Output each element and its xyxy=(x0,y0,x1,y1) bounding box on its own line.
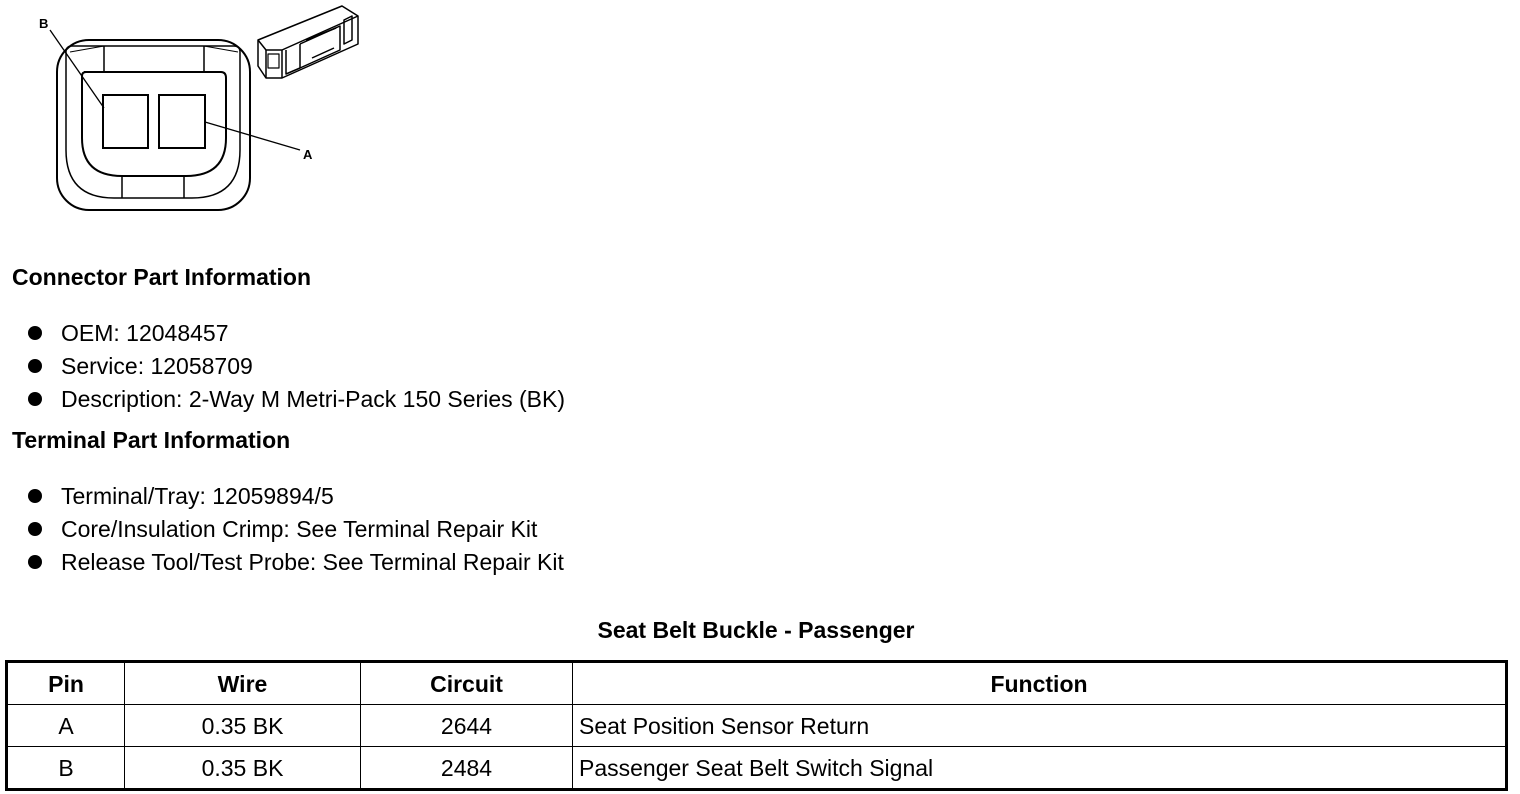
list-item xyxy=(28,316,565,349)
cell-pin: A xyxy=(7,705,125,747)
connector-iso-view xyxy=(258,6,358,78)
cell-function: Passenger Seat Belt Switch Signal xyxy=(573,747,1507,790)
bullet-icon xyxy=(28,392,42,406)
list-item xyxy=(28,545,564,578)
cell-circuit: 2644 xyxy=(361,705,573,747)
callout-label-a: A xyxy=(303,147,313,162)
connector-description: Description: 2-Way M Metri-Pack 150 Series (BK) xyxy=(61,385,566,412)
bullet-icon xyxy=(28,326,42,340)
table-row xyxy=(7,705,1507,747)
list-item xyxy=(28,349,565,382)
table-header-row xyxy=(7,662,1507,705)
list-item xyxy=(28,382,565,415)
header-wire: Wire xyxy=(125,662,361,705)
cell-pin: B xyxy=(7,747,125,790)
header-pin: Pin xyxy=(7,662,125,705)
cell-function: Seat Position Sensor Return xyxy=(573,705,1507,747)
connector-info-heading: Connector Part Information xyxy=(12,264,312,290)
cell-wire: 0.35 BK xyxy=(125,705,361,747)
terminal-release-tool: Release Tool/Test Probe: See Terminal Repair Kit xyxy=(61,548,564,575)
header-circuit: Circuit xyxy=(361,662,573,705)
connector-face xyxy=(57,40,250,210)
terminal-tray: Terminal/Tray: 12059894/5 xyxy=(61,482,334,509)
pin-cavity-a xyxy=(159,95,205,148)
pin-table xyxy=(5,660,1508,791)
terminal-info-list xyxy=(28,479,564,578)
connector-diagram xyxy=(0,0,380,220)
header-function: Function xyxy=(573,662,1507,705)
list-item xyxy=(28,479,564,512)
pin-cavity-b xyxy=(103,95,148,148)
callout-label-b: B xyxy=(39,16,49,31)
terminal-crimp: Core/Insulation Crimp: See Terminal Repair Kit xyxy=(61,515,538,542)
bullet-icon xyxy=(28,555,42,569)
pin-table-title: Seat Belt Buckle - Passenger xyxy=(597,617,915,643)
bullet-icon xyxy=(28,359,42,373)
cell-wire: 0.35 BK xyxy=(125,747,361,790)
connector-info-list xyxy=(28,316,565,415)
bullet-icon xyxy=(28,522,42,536)
connector-service: Service: 12058709 xyxy=(61,352,253,379)
list-item xyxy=(28,512,564,545)
cell-circuit: 2484 xyxy=(361,747,573,790)
terminal-info-heading: Terminal Part Information xyxy=(12,427,291,453)
table-row xyxy=(7,747,1507,790)
connector-oem: OEM: 12048457 xyxy=(61,319,229,346)
bullet-icon xyxy=(28,489,42,503)
